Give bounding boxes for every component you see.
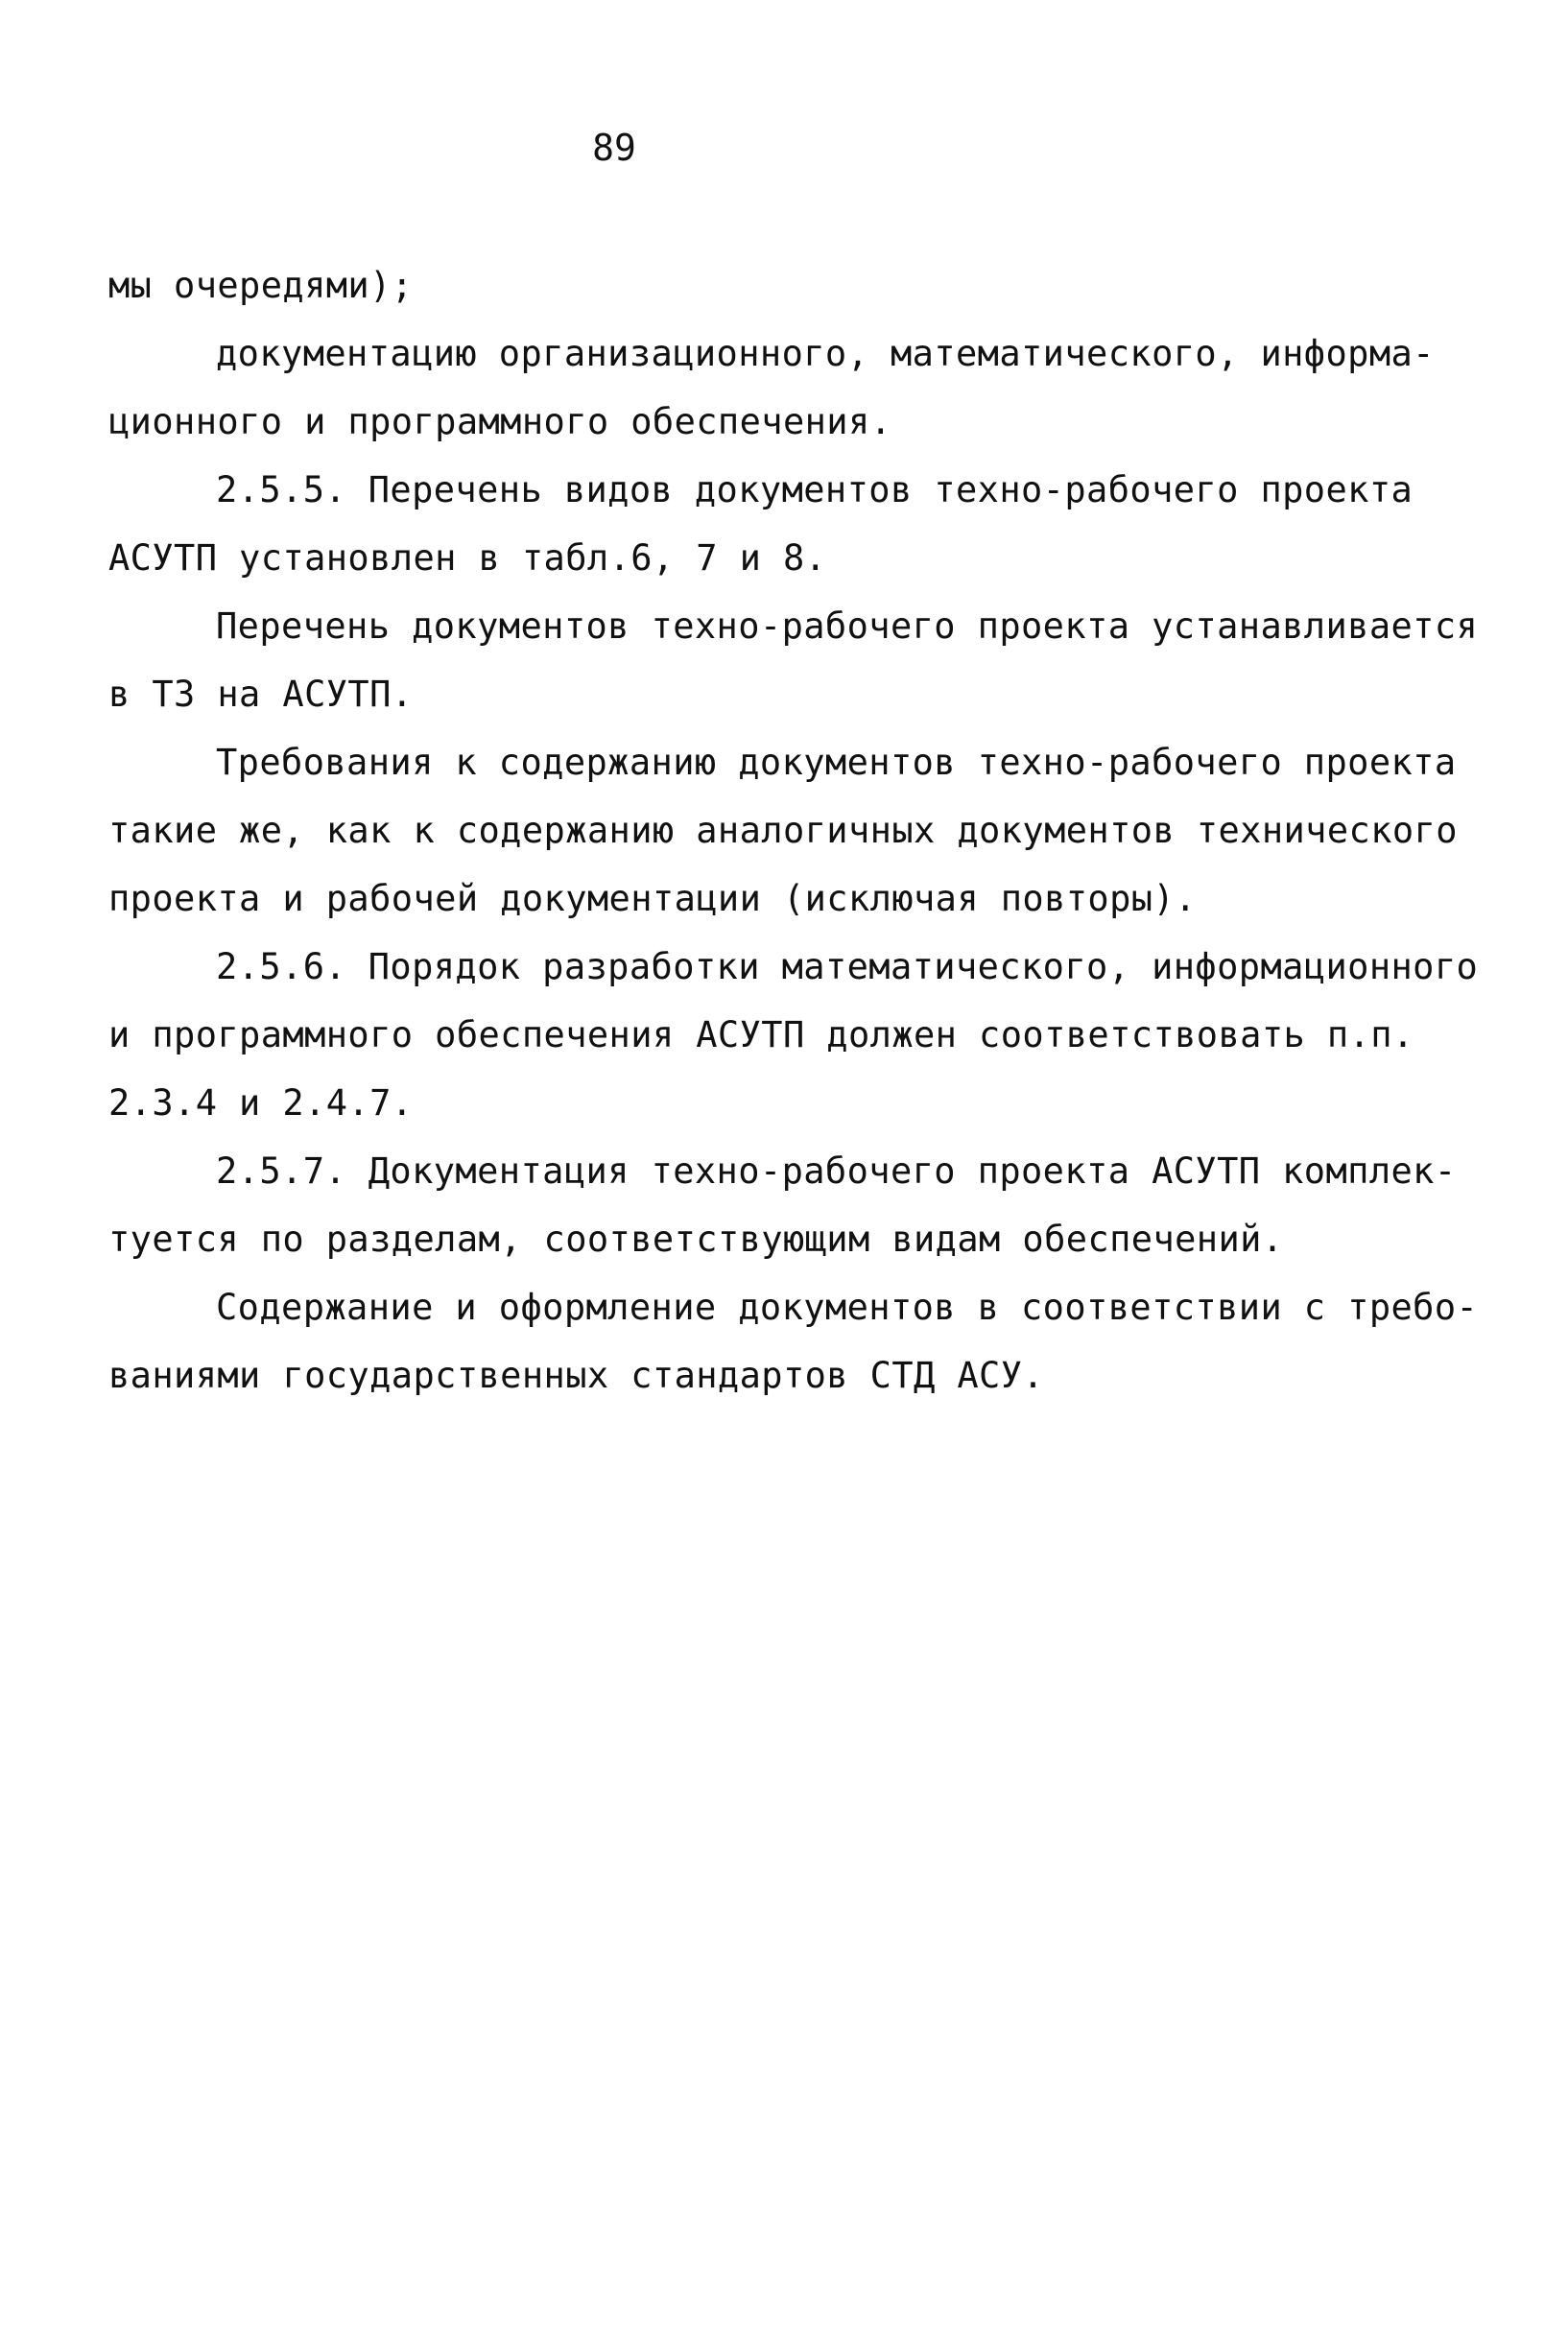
- text-line: такие же, как к содержанию аналогичных документов технического: [108, 810, 1458, 851]
- text-line: АСУТП установлен в табл.6, 7 и 8.: [108, 537, 827, 579]
- text-line: в ТЗ на АСУТП.: [108, 674, 414, 715]
- text-line: 2.5.5. Перечень видов документов техно-рабочего проекта: [216, 469, 1414, 510]
- text-line: туется по разделам, соответствующим видам обеспечений.: [108, 1219, 1284, 1260]
- text-line: документацию организационного, математического, информа-: [216, 333, 1435, 374]
- text-line: 2.5.7. Документация техно-рабочего проекта АСУТП комплек-: [216, 1150, 1457, 1192]
- text-line: проекта и рабочей документации (исключая повторы).: [108, 878, 1197, 919]
- text-line: 2.3.4 и 2.4.7.: [108, 1082, 414, 1124]
- text-line: и программного обеспечения АСУТП должен соответствовать п.п.: [108, 1014, 1414, 1055]
- text-line: мы очередями);: [108, 265, 414, 306]
- text-line: Перечень документов техно-рабочего проекта устанавливается: [216, 605, 1479, 647]
- text-line: 2.5.6. Порядок разработки математического, информационного: [216, 946, 1479, 987]
- text-line: Требования к содержанию документов техно-рабочего проекта: [216, 742, 1457, 783]
- page-number: 89: [592, 127, 636, 169]
- text-line: Содержание и оформление документов в соответствии с требо-: [216, 1287, 1479, 1328]
- body-text: [108, 251, 1479, 1410]
- text-line: ваниями государственных стандартов СТД АСУ.: [108, 1355, 1045, 1396]
- text-line: ционного и программного обеспечения.: [108, 401, 892, 442]
